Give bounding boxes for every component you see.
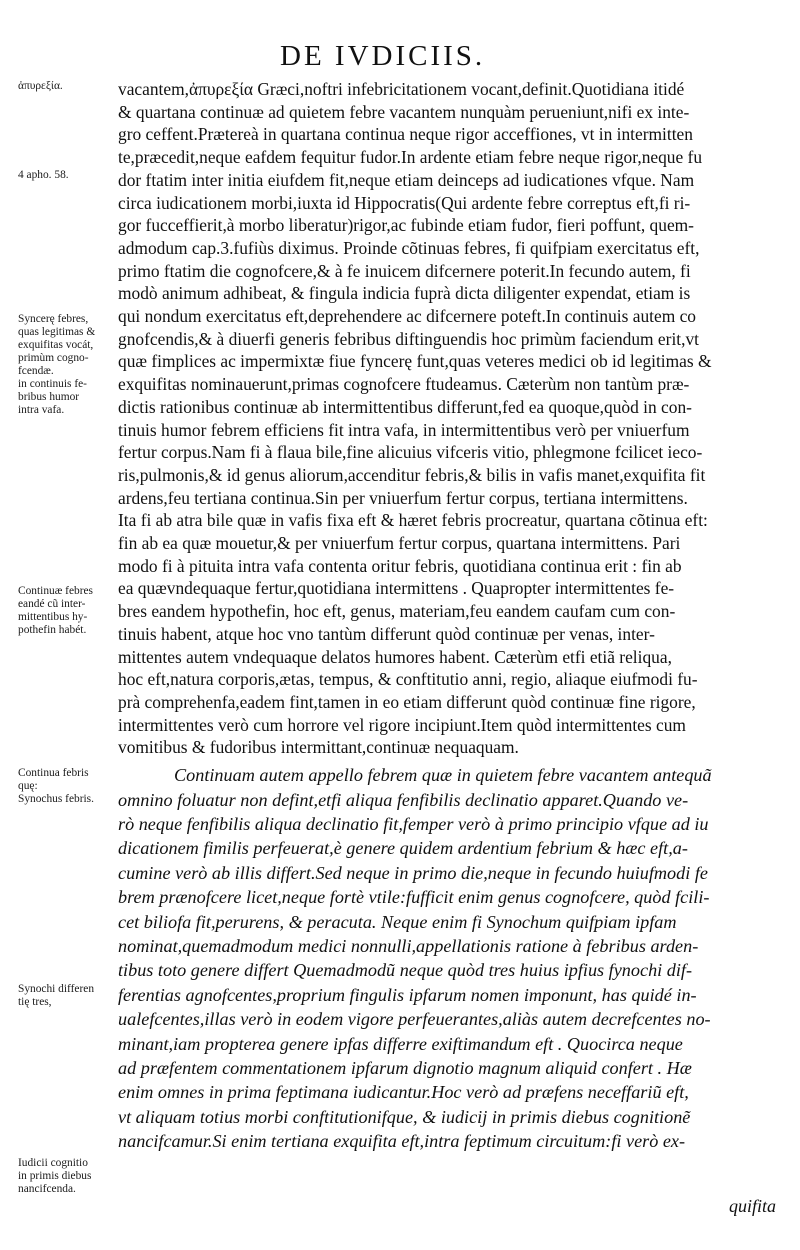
text-line: dor ftatim inter initia eiufdem fit,neque etiam deinceps ad iudicationes vfque. Nam	[118, 169, 695, 190]
text-line: brem prænofcere licet,neque fortè vtile:fufficit enim genus cognofcere, quòd fcili-	[118, 887, 710, 908]
margin-note-line: intra vafa.	[18, 404, 65, 416]
margin-note-line: Continuæ febres	[18, 585, 93, 597]
text-line: Continuam autem appello febrem quæ in quietem febre vacantem antequã	[174, 765, 712, 786]
text-line: ualefcentes,illas verò in eodem vigore perfeuerantes,aliàs autem decrefcentes no-	[118, 1009, 711, 1030]
margin-note-aphorism	[18, 169, 130, 182]
text-line: ad præfentem commentationem ipfarum dignotio magnum aliquid confert . Hæ	[118, 1057, 692, 1078]
text-line: nominat,quemadmodum medici nonnulli,appellationis ratione à febribus arden-	[118, 935, 699, 956]
text-line: intermittentes verò cum horrore vel rigore incipiunt.Item quòd intermittentes cum	[118, 714, 686, 735]
text-line: dicationem fimilis perfeuerat,è genere quidem ardentium febrium & hæc eft,a-	[118, 838, 688, 859]
text-line: modo fi à pituita intra vafa contenta oritur febris, quotidiana continua erit : fin ab	[118, 555, 682, 576]
text-line: tinuis habent, atque hoc vno tantùm differunt quòd continuæ per venas, inter-	[118, 623, 655, 644]
text-line: mittentes autem vndequaque delatos humores habent. Cæterùm etfi etiã reliqua,	[118, 646, 672, 667]
text-line: & quartana continuæ ad quietem febre vacantem nunquàm perueniunt,nifi ex inte-	[118, 101, 690, 122]
margin-note-line: Syncerę febres,	[18, 313, 89, 325]
text-line: qui nondum exercitatus eft,deprehendere ac difcernere poteft.In continuis autem co	[118, 306, 696, 327]
text-line: tinuis humor febrem efficiens fit intra vafa, in intermittentibus verò per vniuerfum	[118, 419, 690, 440]
roman-paragraph	[118, 78, 778, 759]
text-line: vacantem,ἀπυρεξία Græci,noftri infebricitationem vocant,definit.Quotidiana itidé	[118, 79, 685, 99]
margin-note-line: Synochus febris.	[18, 793, 94, 805]
text-line: dictis rationibus continuæ ab intermittentibus differunt,fed ea quoque,quòd in con-	[118, 396, 692, 417]
text-line: minant,iam propterea genere ipfas differre exiftimandum eft . Quocirca neque	[118, 1033, 683, 1054]
margin-note-line: 4 apho. 58.	[18, 169, 69, 181]
text-line: prà comprehenfa,eadem fint,tamen in eo etiam differunt quòd continuæ fine rigore,	[118, 691, 696, 712]
margin-note-line: nancifcenda.	[18, 1183, 76, 1195]
text-line: rò neque fenfibilis aliqua declinatio fit,femper verò à primo principio vfque ad iu	[118, 813, 709, 834]
text-line: ferentias agnofcentes,proprium fingulis ipfarum nomen imponunt, has quidé in-	[118, 984, 697, 1005]
margin-note-line: eandé cũ inter-	[18, 598, 86, 610]
italic-paragraph	[118, 763, 778, 1154]
margin-note-iudicii	[18, 1157, 130, 1196]
text-line: fin ab ea quæ mouetur,& per vniuerfum fertur corpus, quartana intermittens. Pari	[118, 533, 681, 554]
running-head: DE IVDICIIS.	[280, 40, 486, 72]
margin-note-line: Synochi differen	[18, 983, 95, 995]
main-text	[118, 78, 778, 1154]
text-line: cet biliofa fit,perurens, & peracuta. Neque enim fi Synochum quifpiam ipfam	[118, 911, 677, 932]
text-line: circa iudicationem morbi,iuxta id Hippocratis(Qui ardente febre correptus eft,fi ri-	[118, 192, 691, 213]
margin-note-line: quas legitimas &	[18, 326, 96, 338]
margin-note-line: quę:	[18, 780, 38, 792]
margin-note-line: mittentibus hy-	[18, 611, 88, 623]
text-line: vomitibus & fudoribus intermittant,continuæ nequaquam.	[118, 737, 519, 758]
text-line: gor fucceffierit,à morbo liberatur)rigor,ac fubinde etiam fudor, fieri poffunt, quem-	[118, 215, 694, 236]
margin-note-syncerae	[18, 313, 130, 417]
text-line: admodum cap.3.fufiùs diximus. Proinde cõtinuas febres, fi quifpiam exercitatus eft,	[118, 237, 700, 258]
text-line: hoc eft,natura corporis,ætas, tempus, & conftitutio anni, regio, aliaque eiufmodi fu-	[118, 669, 698, 690]
text-line: gro ceffent.Prætereà in quartana continua neque rigor acceffiones, vt in intermitten	[118, 124, 693, 145]
text-line: ardens,feu tertiana continua.Sin per vniuerfum fertur corpus, tertiana intermittens.	[118, 487, 688, 508]
margin-note-synochus	[18, 767, 130, 806]
text-line: omnino foluatur non defint,etfi aliqua fenfibilis declinatio apparet.Quando ve-	[118, 789, 689, 810]
margin-note-line: primùm cogno-	[18, 352, 89, 364]
text-line: exquifitas nominauerunt,primas cognofcere ftudeamus. Cæterùm non tantùm præ-	[118, 374, 690, 395]
margin-note-synochi-differentiae	[18, 983, 130, 1009]
text-line: Ita fi ab atra bile quæ in vafis fixa eft & hæret febris procreatur, quartana cõtinua eft:	[118, 510, 708, 531]
margin-note-line: pothefin habét.	[18, 624, 87, 636]
text-line: bres eandem hypothefin, hoc eft, genus, materiam,feu eandem caufam cum con-	[118, 601, 676, 622]
text-line: ea quævndequaque fertur,quotidiana intermittens . Quapropter intermittentes fe-	[118, 578, 675, 599]
margin-note-line: ἀπυρεξία.	[18, 80, 63, 92]
margin-note-continuae	[18, 585, 130, 637]
margin-note-line: fcendæ.	[18, 365, 54, 377]
margin-note-line: Iudicii cognitio	[18, 1157, 88, 1169]
text-line: te,præcedit,neque eafdem fequitur fudor.In ardente etiam febre neque rigor,neque fu	[118, 147, 703, 168]
margin-note-line: bribus humor	[18, 391, 80, 403]
margin-note-apyrexia	[18, 80, 130, 93]
margin-note-line: Continua febris	[18, 767, 89, 779]
margin-note-line: exquifitas vocát,	[18, 339, 94, 351]
text-line: tibus toto genere differt Quemadmodũ neque quòd tres huius ipfius fynochi dif-	[118, 960, 693, 981]
text-line: enim omnes in prima feptimana iudicantur.Hoc verò ad præfens neceffariũ eft,	[118, 1082, 689, 1103]
text-line: cumine verò ab illis differt.Sed neque in primo die,neque in fecundo huiufmodi fe	[118, 862, 708, 883]
text-line: vt aliquam totius morbi conftitutionifque, & iudicij in primis diebus cognitionẽ	[118, 1106, 691, 1127]
text-line: nancifcamur.Si enim tertiana exquifita eft,intra feptimum circuitum:fi verò ex-	[118, 1131, 686, 1152]
margin-note-line: tię tres,	[18, 996, 52, 1008]
text-line: fertur corpus.Nam fi à flaua bile,fine alicuius vifceris vitio, phlegmone fcilicet ieco-	[118, 442, 703, 463]
text-line: gnofcendis,& à diuerfi generis febribus diftinguendis hoc primùm faciendum erit,vt	[118, 328, 699, 349]
text-line: primo ftatim die cognofcere,& à fe inuicem difcernere poterit.In fecundo autem, fi	[118, 260, 691, 281]
text-line: modò animum adhibeat, & fingula indicia fuprà dicta diligenter expendat, etiam is	[118, 283, 691, 304]
text-line: quæ fimplices ac impermixtæ fiue fyncerę funt,quas veteres medici ob id legitimas &	[118, 351, 712, 372]
margin-note-line: in continuis fe-	[18, 378, 87, 390]
catchword: quifita	[728, 1196, 776, 1216]
margin-note-line: in primis diebus	[18, 1170, 92, 1182]
text-line: ris,pulmonis,& id genus aliorum,accenditur febris,& bilis in vafis manet,exquifita fit	[118, 464, 706, 485]
